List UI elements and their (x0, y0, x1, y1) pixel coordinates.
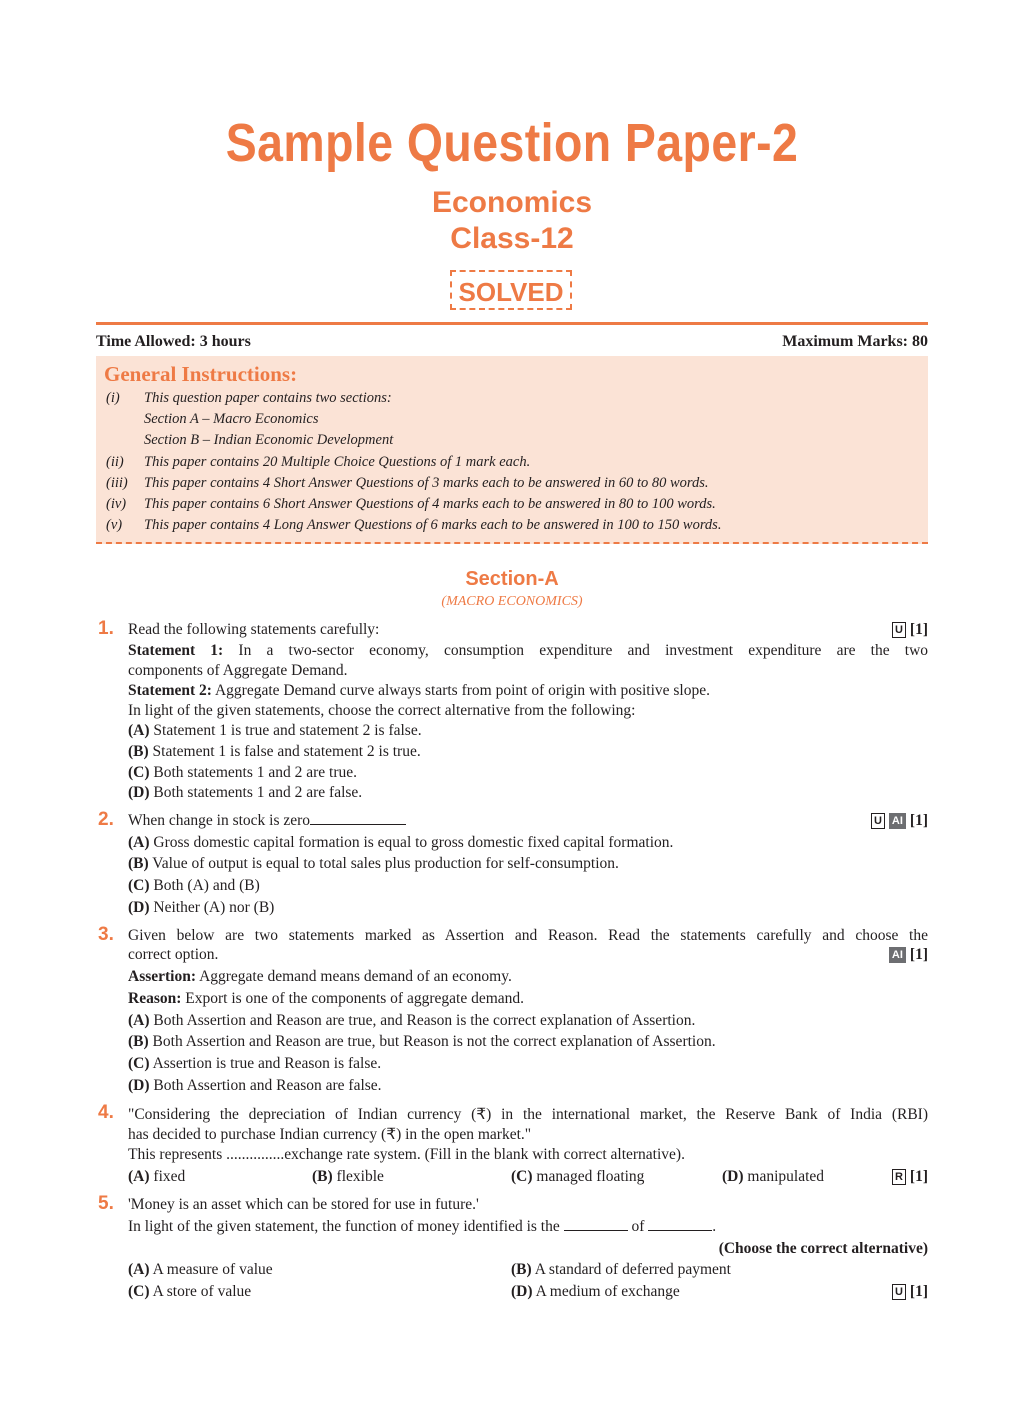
option (128, 1077, 382, 1095)
option (128, 1261, 273, 1279)
question-stem: Read the following statements carefully: (128, 621, 380, 638)
option-text: managed floating (536, 1168, 645, 1185)
statement-line (128, 682, 710, 700)
instruction-text: This paper contains 4 Short Answer Questions of 3 marks each to be answered in 60 to 80 words. (144, 475, 709, 491)
question-stem: "Considering the depreciation of Indian currency (₹) in the international market, the Reserve Bank of India (RBI) (128, 1106, 928, 1123)
option-label: (C) (128, 877, 150, 894)
statement-label: Statement 2: (128, 682, 212, 699)
statement-text: In a two-sector economy, consumption expenditure and investment expenditure are the two (238, 642, 929, 659)
option-label: (C) (511, 1168, 533, 1185)
question-marks (892, 1283, 928, 1301)
question-number: 3. (98, 924, 114, 945)
instruction-num: (ii) (106, 454, 124, 470)
question-stem: Given below are two statements marked as Assertion and Reason. Read the statements carefully and choose the (128, 927, 928, 944)
option (128, 764, 357, 782)
option-text: Assertion is true and Reason is false. (152, 1055, 382, 1072)
option (128, 743, 421, 761)
option-label: (D) (722, 1168, 744, 1185)
option-label: (B) (128, 855, 149, 872)
option-text: A medium of exchange (535, 1283, 680, 1300)
option-label: (A) (128, 1012, 150, 1029)
question-number: 2. (98, 809, 114, 830)
subject-title: Economics (431, 186, 593, 219)
question-marks (871, 812, 928, 830)
option-text: Value of output is equal to total sales plus production for self-consumption. (152, 855, 619, 872)
class-title: Class-12 (450, 222, 574, 255)
question-marks (892, 1168, 928, 1186)
instruction-text: This paper contains 6 Short Answer Questions of 4 marks each to be answered in 80 to 100 words. (144, 496, 716, 512)
option (128, 1033, 716, 1051)
marks-label: [1] (909, 1168, 928, 1185)
option-label: (B) (511, 1261, 532, 1278)
option-text: Both statements 1 and 2 are true. (153, 764, 358, 781)
option (128, 899, 274, 917)
option-label: (A) (128, 1168, 150, 1185)
fill-blank (564, 1230, 628, 1231)
maximum-marks: Maximum Marks: 80 (782, 333, 928, 350)
option-label: (D) (128, 1077, 150, 1094)
option-text: A measure of value (152, 1261, 273, 1278)
understanding-tag-icon: U (871, 813, 885, 829)
option (128, 1055, 381, 1073)
question-prompt: In light of the given statements, choose the correct alternative from the following: (128, 702, 636, 719)
question-stem: This represents ...............exchange rate system. (Fill in the blank with correct alternative). (128, 1146, 685, 1163)
time-allowed: Time Allowed: 3 hours (96, 333, 251, 350)
option (511, 1168, 644, 1186)
option-label: (A) (128, 1261, 150, 1278)
statement-text: Aggregate Demand curve always starts from point of origin with positive slope. (214, 682, 710, 699)
option-label: (C) (128, 1055, 150, 1072)
option-text: A store of value (152, 1283, 252, 1300)
fill-blank (648, 1230, 712, 1231)
option (128, 1168, 185, 1186)
option-label: (D) (128, 899, 150, 916)
option (128, 877, 260, 895)
remembering-tag-icon: R (892, 1169, 906, 1185)
option (128, 722, 422, 740)
option (128, 1012, 695, 1030)
option-text: A standard of deferred payment (534, 1261, 731, 1278)
section-title: Section-A (465, 568, 559, 590)
question-instruction: (Choose the correct alternative) (718, 1240, 928, 1257)
section-subtitle: (MACRO ECONOMICS) (441, 594, 583, 609)
question-stem: In light of the given statement, the function of money identified is the of . (128, 1218, 717, 1235)
reason-text: Export is one of the components of aggregate demand. (185, 990, 525, 1007)
instruction-num: (v) (106, 517, 123, 533)
assertion-text: Aggregate demand means demand of an economy. (199, 968, 512, 985)
marks-label: [1] (909, 946, 928, 963)
fill-blank (310, 824, 406, 825)
understanding-tag-icon: U (892, 622, 906, 638)
option (722, 1168, 824, 1186)
option-text: manipulated (747, 1168, 825, 1185)
option (128, 834, 673, 852)
instructions-title: General Instructions: (104, 362, 298, 386)
option-label: (B) (312, 1168, 333, 1185)
option-label: (A) (128, 834, 150, 851)
assertion-line (128, 968, 512, 986)
question-number: 1. (98, 618, 114, 639)
marks-label: [1] (909, 812, 928, 829)
option-label: (C) (128, 1283, 150, 1300)
instruction-text: Section B – Indian Economic Development (144, 432, 394, 448)
option-text: Both Assertion and Reason are true, but Reason is not the correct explanation of Assertion. (152, 1033, 716, 1050)
header-divider (96, 322, 928, 325)
instruction-text: Section A – Macro Economics (144, 411, 319, 427)
ai-tag-icon: AI (889, 813, 906, 829)
marks-label: [1] (909, 621, 928, 638)
instruction-text: This paper contains 4 Long Answer Questions of 6 marks each to be answered in 100 to 150 words. (144, 517, 722, 533)
option-text: Both statements 1 and 2 are false. (153, 784, 363, 801)
option-text: fixed (153, 1168, 186, 1185)
option-text: Statement 1 is true and statement 2 is false. (153, 722, 422, 739)
statement-line: components of Aggregate Demand. (128, 662, 348, 679)
option-text: Gross domestic capital formation is equal to gross domestic fixed capital formation. (153, 834, 674, 851)
option-label: (B) (128, 1033, 149, 1050)
option (511, 1261, 731, 1279)
option (128, 855, 619, 873)
statement-line (128, 642, 928, 660)
question-stem-text: of (631, 1218, 645, 1235)
option-text: Both Assertion and Reason are true, and Reason is the correct explanation of Assertion. (153, 1012, 696, 1029)
option-text: Both Assertion and Reason are false. (153, 1077, 382, 1094)
understanding-tag-icon: U (892, 1284, 906, 1300)
assertion-label: Assertion: (128, 968, 197, 985)
question-stem: 'Money is an asset which can be stored for use in future.' (128, 1196, 479, 1213)
question-marks (892, 621, 928, 639)
instruction-text: This question paper contains two sections: (144, 390, 392, 406)
question-marks (889, 946, 928, 964)
option (128, 784, 362, 802)
option-text: Statement 1 is false and statement 2 is true. (152, 743, 421, 760)
question-stem-text: In light of the given statement, the function of money identified is the (128, 1218, 560, 1235)
instruction-num: (iv) (106, 496, 127, 512)
instruction-num: (iii) (106, 475, 128, 491)
page-title: Sample Question Paper-2 (225, 113, 799, 173)
option-label: (A) (128, 722, 150, 739)
question-stem-text: When change in stock is zero (128, 812, 311, 829)
reason-label: Reason: (128, 990, 182, 1007)
option-text: Both (A) and (B) (153, 877, 260, 894)
solved-badge: SOLVED (450, 270, 572, 310)
question-stem: correct option. (128, 946, 219, 963)
option-text: Neither (A) nor (B) (153, 899, 275, 916)
option-label: (D) (128, 784, 150, 801)
reason-line (128, 990, 524, 1008)
option (128, 1283, 251, 1301)
question-stem: has decided to purchase Indian currency (₹) in the open market." (128, 1126, 532, 1143)
option-text: flexible (336, 1168, 384, 1185)
instruction-num: (i) (106, 390, 120, 406)
question-number: 4. (98, 1102, 114, 1123)
marks-label: [1] (909, 1283, 928, 1300)
ai-tag-icon: AI (889, 947, 906, 963)
option-label: (C) (128, 764, 150, 781)
instruction-text: This paper contains 20 Multiple Choice Questions of 1 mark each. (144, 454, 531, 470)
option (511, 1283, 680, 1301)
option-label: (B) (128, 743, 149, 760)
option (312, 1168, 384, 1186)
question-number: 5. (98, 1193, 114, 1214)
question-stem (128, 812, 406, 830)
statement-label: Statement 1: (128, 642, 224, 659)
option-label: (D) (511, 1283, 533, 1300)
